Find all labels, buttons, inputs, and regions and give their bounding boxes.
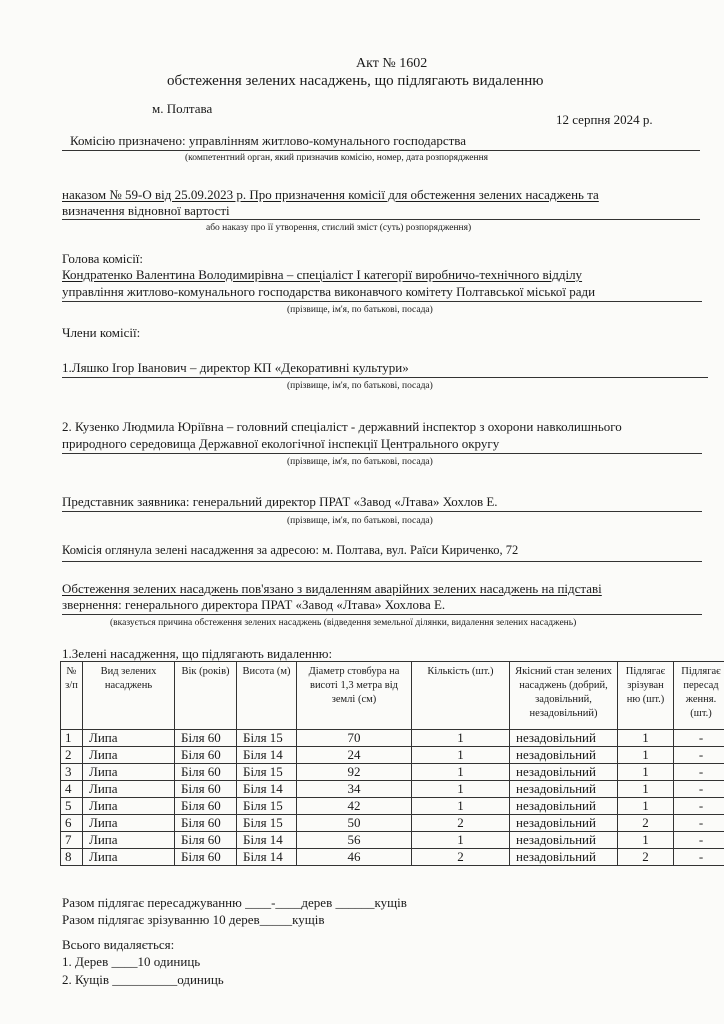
underline — [62, 301, 702, 302]
underline — [62, 614, 702, 615]
cell-age: Біля 60 — [175, 781, 237, 798]
cell-condition: незадовільний — [510, 747, 618, 764]
cell-height: Біля 14 — [237, 849, 297, 866]
cell-quantity: 1 — [412, 764, 510, 781]
cell-height: Біля 15 — [237, 764, 297, 781]
cell-diameter: 42 — [297, 798, 412, 815]
cell-cut: 2 — [618, 849, 674, 866]
cell-species: Липа — [83, 798, 175, 815]
removed-trees: 1. Дерев ____10 одиниць — [62, 954, 201, 969]
cell-cut: 1 — [618, 781, 674, 798]
order-line-2: визначення відновної вартості — [62, 203, 230, 218]
cell-age: Біля 60 — [175, 730, 237, 747]
order-hint: або наказу про її утворення, стислий зміст (суть) розпорядження) — [206, 223, 472, 233]
act-date: 12 серпня 2024 р. — [556, 112, 653, 127]
cell-condition: незадовільний — [510, 832, 618, 849]
cell-cut: 1 — [618, 730, 674, 747]
cell-diameter: 50 — [297, 815, 412, 832]
appointed-line: Комісію призначено: управлінням житлово-комунального господарства — [70, 133, 467, 148]
applicant-line: Представник заявника: генеральний директор ПРАТ «Завод «Лтава» Хохлов Е. — [62, 494, 498, 509]
cell-transplant: - — [674, 815, 724, 832]
cell-transplant: - — [674, 764, 724, 781]
cell-diameter: 24 — [297, 747, 412, 764]
cell-height: Біля 15 — [237, 798, 297, 815]
cell-transplant: - — [674, 747, 724, 764]
col-header-transplant: Підлягає пересад ження. (шт.) — [674, 662, 724, 730]
table-row — [61, 781, 724, 798]
members-label: Члени комісії: — [62, 325, 141, 340]
underline — [62, 150, 700, 151]
table-row — [61, 849, 724, 866]
person-hint: (прізвище, ім'я, по батькові, посада) — [287, 381, 433, 391]
cell-cut: 1 — [618, 798, 674, 815]
cell-height: Біля 14 — [237, 781, 297, 798]
table-row — [61, 747, 724, 764]
cell-quantity: 1 — [412, 832, 510, 849]
table-row — [61, 730, 724, 747]
cell-age: Біля 60 — [175, 747, 237, 764]
cell-age: Біля 60 — [175, 815, 237, 832]
head-line-2: управління житлово-комунального господарства виконавчого комітету Полтавської міської ради — [62, 284, 596, 299]
cell-number: 8 — [61, 849, 83, 866]
cell-cut: 2 — [618, 815, 674, 832]
removed-label: Всього видаляється: — [62, 937, 175, 952]
cell-cut: 1 — [618, 747, 674, 764]
cell-quantity: 1 — [412, 747, 510, 764]
col-header-cut: Підлягає зрізуван ню (шт.) — [618, 662, 674, 730]
cell-species: Липа — [83, 781, 175, 798]
table-row — [61, 815, 724, 832]
cell-height: Біля 15 — [237, 815, 297, 832]
cell-diameter: 92 — [297, 764, 412, 781]
act-title: Акт № 1602 — [356, 56, 428, 71]
head-label: Голова комісії: — [62, 251, 144, 266]
cell-transplant: - — [674, 849, 724, 866]
member-1: 1.Ляшко Ігор Іванович – директор КП «Декоративні культури» — [62, 360, 409, 375]
cell-transplant: - — [674, 798, 724, 815]
appointed-hint: (компетентний орган, який призначив комісію, номер, дата розпорядження — [185, 153, 489, 163]
cell-quantity: 2 — [412, 849, 510, 866]
reason-line-1: Обстеження зелених насаджень пов'язано з видаленням аварійних зелених насаджень на підставі — [62, 581, 602, 596]
trees-table — [60, 661, 724, 866]
cell-diameter: 70 — [297, 730, 412, 747]
cell-species: Липа — [83, 730, 175, 747]
head-line-1: Кондратенко Валентина Володимирівна – спеціаліст I категорії виробничо-технічного відділу — [62, 267, 583, 282]
cell-species: Липа — [83, 832, 175, 849]
total-transplant: Разом підлягає пересаджуванню ____-____дерев ______кущів — [62, 895, 407, 910]
cell-number: 1 — [61, 730, 83, 747]
underline — [62, 561, 702, 562]
cell-cut: 1 — [618, 832, 674, 849]
cell-transplant: - — [674, 781, 724, 798]
col-header-quantity: Кількість (шт.) — [412, 662, 510, 730]
col-header-number: № з/п — [61, 662, 83, 730]
col-header-age: Вік (років) — [175, 662, 237, 730]
cell-number: 5 — [61, 798, 83, 815]
table-header-row — [61, 662, 724, 730]
col-header-species: Вид зелених насаджень — [83, 662, 175, 730]
cell-condition: незадовільний — [510, 798, 618, 815]
table-caption: 1.Зелені насадження, що підлягають видаленню: — [62, 646, 333, 661]
cell-height: Біля 15 — [237, 730, 297, 747]
cell-quantity: 1 — [412, 798, 510, 815]
cell-number: 7 — [61, 832, 83, 849]
cell-age: Біля 60 — [175, 849, 237, 866]
underline — [62, 511, 702, 512]
cell-species: Липа — [83, 815, 175, 832]
cell-quantity: 1 — [412, 781, 510, 798]
person-hint: (прізвище, ім'я, по батькові, посада) — [287, 457, 433, 467]
underline — [62, 453, 702, 454]
member-2-line-2: природного середовища Державної екологічної інспекції Центрального округу — [62, 436, 500, 451]
underline — [62, 219, 700, 220]
cell-condition: незадовільний — [510, 815, 618, 832]
cell-species: Липа — [83, 747, 175, 764]
total-cut: Разом підлягає зрізуванню 10 дерев_____кущів — [62, 912, 325, 927]
act-subtitle: обстеження зелених насаджень, що підлягають видаленню — [167, 73, 544, 89]
table-row — [61, 798, 724, 815]
cell-number: 6 — [61, 815, 83, 832]
cell-condition: незадовільний — [510, 764, 618, 781]
cell-condition: незадовільний — [510, 781, 618, 798]
cell-age: Біля 60 — [175, 832, 237, 849]
reason-hint: (вказується причина обстеження зелених насаджень (відведення земельної ділянки, видалення зелених насаджень) — [110, 618, 577, 628]
cell-age: Біля 60 — [175, 764, 237, 781]
member-2-line-1: 2. Кузенко Людмила Юріївна – головний спеціаліст - державний інспектор з охорони навколишнього — [62, 419, 622, 434]
removed-bushes: 2. Кущів __________одиниць — [62, 972, 224, 987]
cell-number: 3 — [61, 764, 83, 781]
cell-quantity: 1 — [412, 730, 510, 747]
person-hint: (прізвище, ім'я, по батькові, посада) — [287, 516, 433, 526]
person-hint: (прізвище, ім'я, по батькові, посада) — [287, 305, 433, 315]
cell-diameter: 46 — [297, 849, 412, 866]
cell-transplant: - — [674, 730, 724, 747]
cell-number: 4 — [61, 781, 83, 798]
cell-quantity: 2 — [412, 815, 510, 832]
cell-number: 2 — [61, 747, 83, 764]
cell-height: Біля 14 — [237, 747, 297, 764]
cell-diameter: 56 — [297, 832, 412, 849]
cell-transplant: - — [674, 832, 724, 849]
cell-age: Біля 60 — [175, 798, 237, 815]
cell-cut: 1 — [618, 764, 674, 781]
col-header-condition: Якісний стан зелених насаджень (добрий, задовільний, незадовільний) — [510, 662, 618, 730]
act-city: м. Полтава — [152, 101, 213, 116]
cell-species: Липа — [83, 849, 175, 866]
cell-diameter: 34 — [297, 781, 412, 798]
cell-height: Біля 14 — [237, 832, 297, 849]
col-header-diameter: Діаметр стовбура на висоті 1,3 метра від землі (см) — [297, 662, 412, 730]
table-row — [61, 764, 724, 781]
reason-line-2: звернення: генерального директора ПРАТ «Завод «Лтава» Хохлова Е. — [62, 597, 446, 612]
col-header-height: Висота (м) — [237, 662, 297, 730]
underline — [62, 377, 708, 378]
address-line: Комісія оглянула зелені насадження за адресою: м. Полтава, вул. Раїси Кириченко, 72 — [62, 543, 519, 557]
cell-species: Липа — [83, 764, 175, 781]
table-row — [61, 832, 724, 849]
order-line-1: наказом № 59-О від 25.09.2023 р. Про призначення комісії для обстеження зелених насаджень та — [62, 187, 599, 202]
cell-condition: незадовільний — [510, 849, 618, 866]
cell-condition: незадовільний — [510, 730, 618, 747]
